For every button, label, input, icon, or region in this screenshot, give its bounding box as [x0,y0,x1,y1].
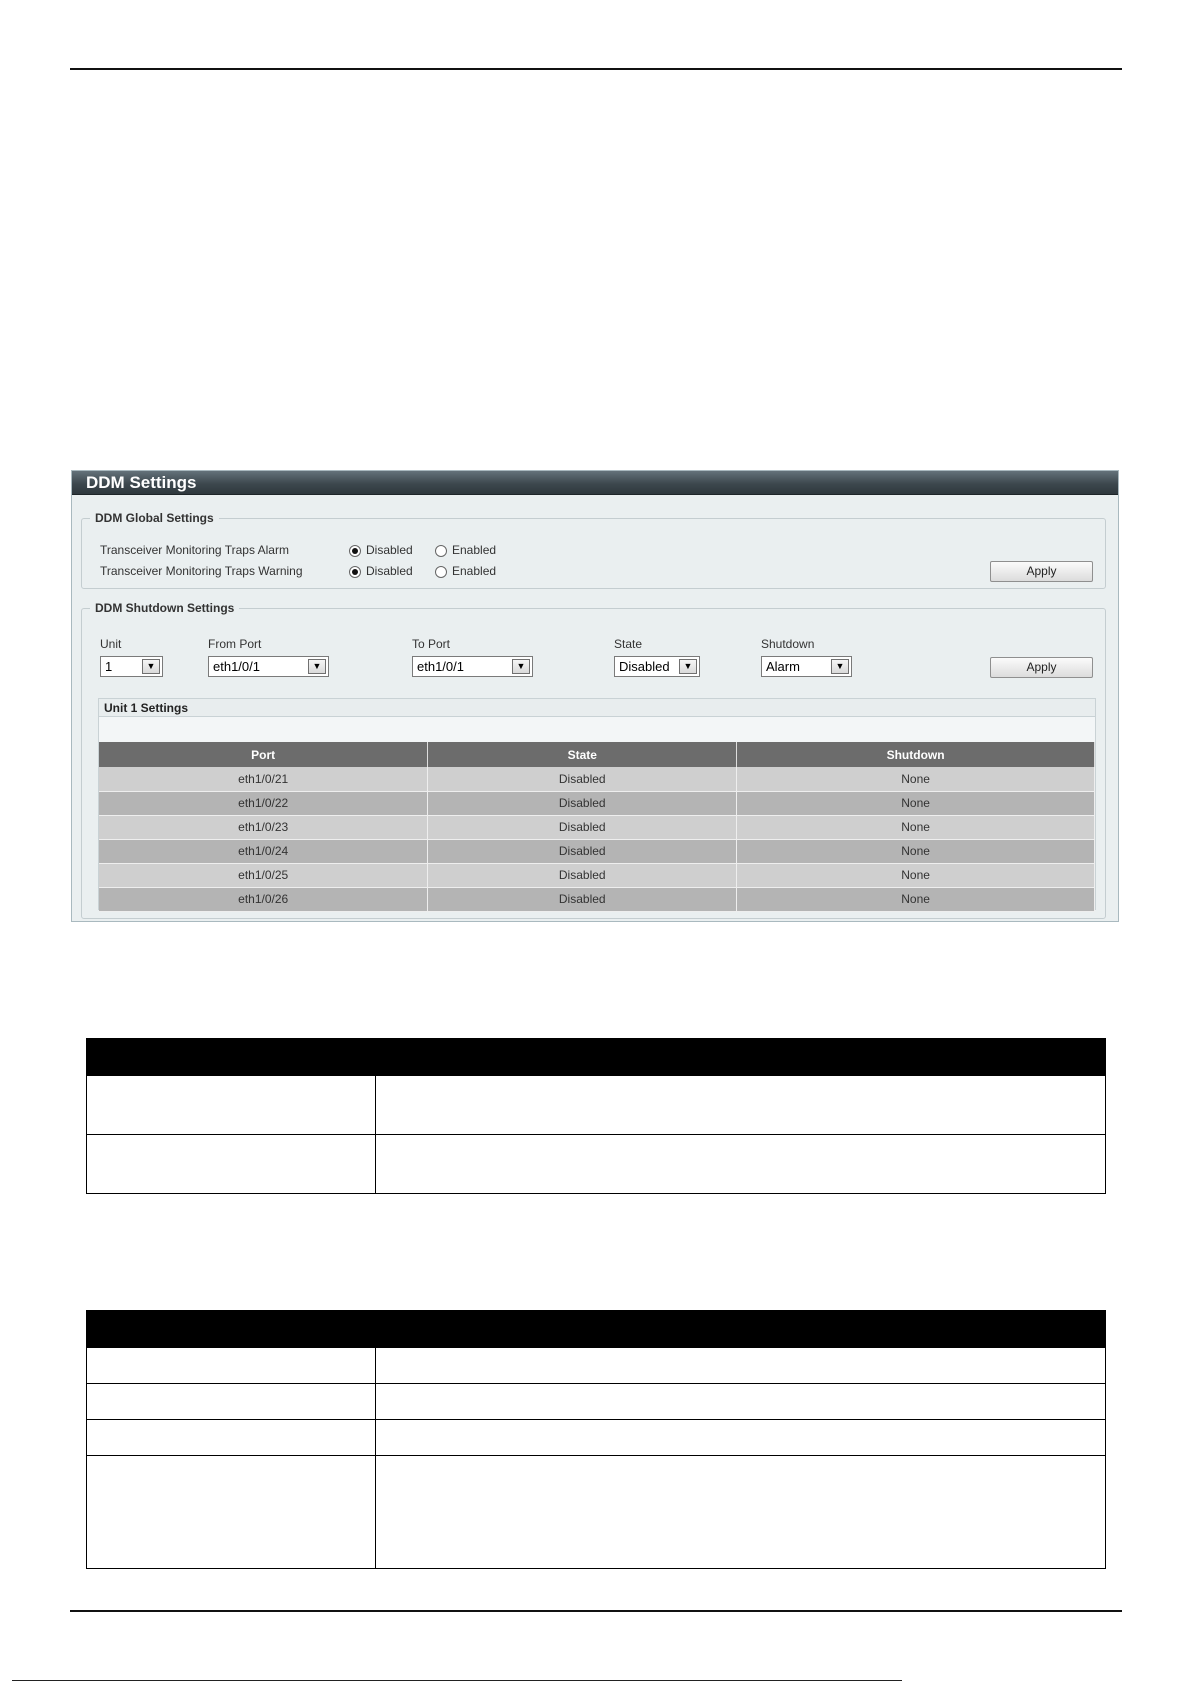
header-rule [70,68,1122,70]
column-header: State [428,742,737,767]
unit-select-value: 1 [105,659,113,674]
port-cell: eth1/0/26 [99,887,428,911]
footer-line [12,1680,902,1681]
table-row [99,863,1095,887]
state-label: State [614,637,643,651]
state-cell: Disabled [428,887,737,911]
port-cell: eth1/0/22 [99,791,428,815]
state-select[interactable] [614,656,700,677]
unit-settings-title: Unit 1 Settings [99,699,1095,717]
to-port-select-value: eth1/0/1 [417,659,464,674]
shutdown-cell: None [737,767,1095,791]
port-cell: eth1/0/23 [99,815,428,839]
traps-warning-disabled-label: Disabled [366,564,413,578]
shutdown-settings-legend: DDM Shutdown Settings [95,601,235,615]
state-cell: Disabled [428,767,737,791]
shutdown-cell: None [737,887,1095,911]
traps-alarm-disabled-label: Disabled [366,543,413,557]
panel-title: DDM Settings [72,471,1118,495]
from-port-select[interactable] [208,656,329,677]
state-cell: Disabled [428,863,737,887]
chevron-down-icon: ▼ [308,659,326,674]
table-row [99,767,1095,791]
traps-warning-enabled-label: Enabled [452,564,497,578]
shutdown-cell: None [737,791,1095,815]
parameter-table-1 [86,1038,1106,1194]
state-cell: Disabled [428,815,737,839]
table-row [99,815,1095,839]
table-row [87,1348,1106,1384]
shutdown-label: Shutdown [761,637,815,651]
chevron-down-icon: ▼ [679,659,697,674]
table-row [87,1420,1106,1456]
table-row [99,791,1095,815]
traps-alarm-label: Transceiver Monitoring Traps Alarm [100,543,289,557]
shutdown-select-value: Alarm [766,659,800,674]
chevron-down-icon: ▼ [142,659,160,674]
state-select-value: Disabled [619,659,670,674]
traps-alarm-enabled-radio[interactable] [435,545,447,557]
shutdown-cell: None [737,863,1095,887]
table-row [87,1456,1106,1569]
traps-warning-label: Transceiver Monitoring Traps Warning [100,564,303,578]
state-cell: Disabled [428,791,737,815]
shutdown-cell: None [737,839,1095,863]
global-apply-button[interactable]: Apply [990,561,1093,582]
traps-warning-enabled-radio[interactable] [435,566,447,578]
table-row [99,839,1095,863]
unit-settings-table [99,742,1095,912]
unit-label: Unit [100,637,122,651]
table-row [87,1384,1106,1420]
chevron-down-icon: ▼ [512,659,530,674]
shutdown-select[interactable] [761,656,852,677]
table-row [87,1135,1106,1194]
table-row [87,1076,1106,1135]
shutdown-apply-button[interactable]: Apply [990,657,1093,678]
shutdown-cell: None [737,815,1095,839]
unit-select[interactable] [100,656,163,677]
table-header-row [99,742,1095,767]
from-port-label: From Port [208,637,262,651]
table-header-row [87,1039,1106,1076]
traps-warning-disabled-radio[interactable] [349,566,361,578]
to-port-select[interactable] [412,656,533,677]
traps-alarm-enabled-label: Enabled [452,543,497,557]
port-cell: eth1/0/21 [99,767,428,791]
state-cell: Disabled [428,839,737,863]
traps-alarm-disabled-radio[interactable] [349,545,361,557]
port-cell: eth1/0/24 [99,839,428,863]
column-header: Port [99,742,428,767]
footer-rule [70,1610,1122,1612]
from-port-select-value: eth1/0/1 [213,659,260,674]
table-header-row [87,1311,1106,1348]
port-cell: eth1/0/25 [99,863,428,887]
column-header: Shutdown [737,742,1095,767]
table-row [99,887,1095,911]
chevron-down-icon: ▼ [831,659,849,674]
global-settings-legend: DDM Global Settings [95,511,214,525]
to-port-label: To Port [412,637,451,651]
parameter-table-2 [86,1310,1106,1569]
